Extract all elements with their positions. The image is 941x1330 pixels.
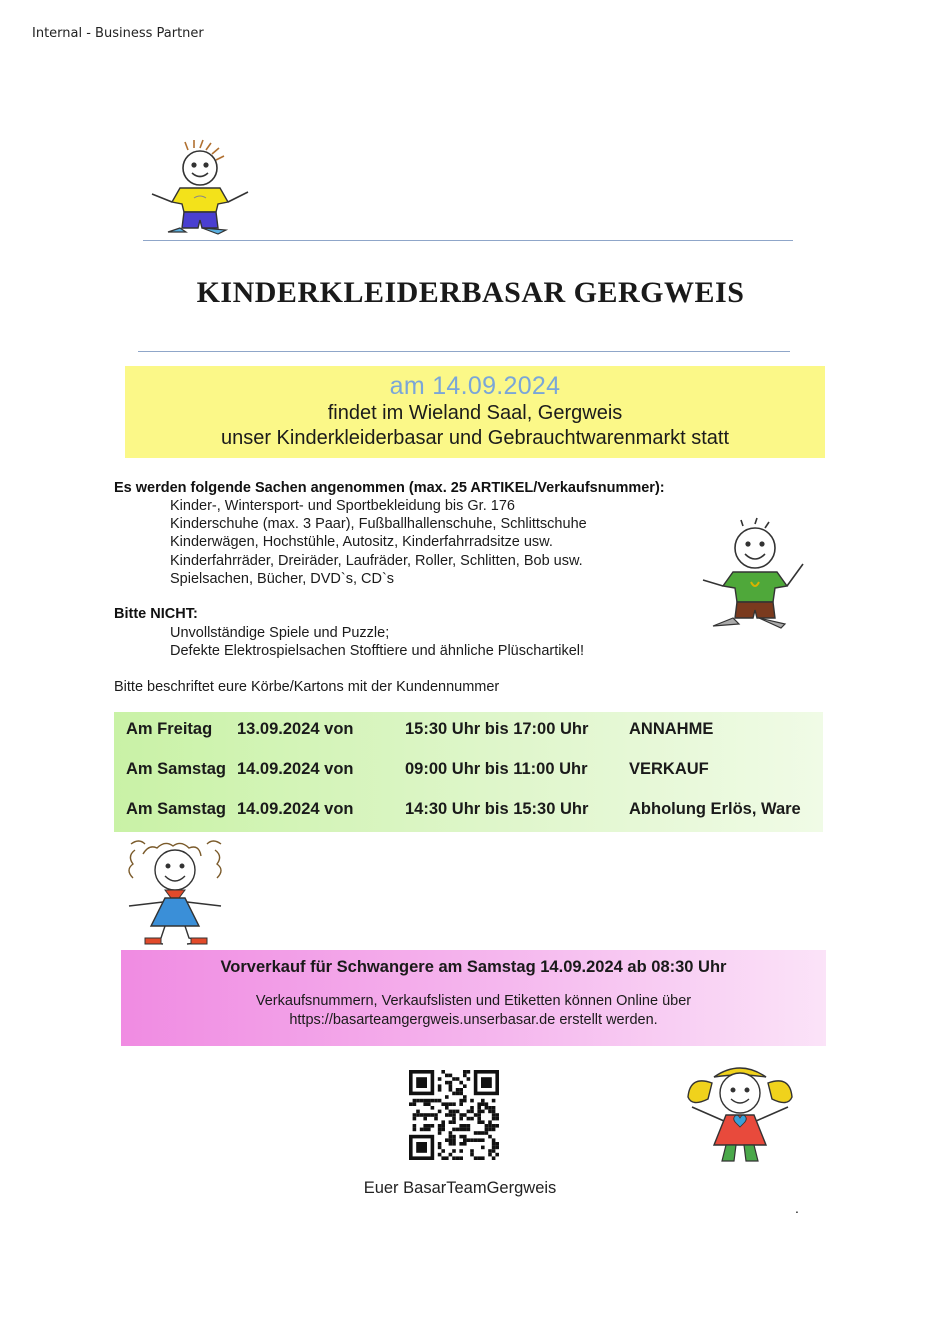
schedule-activity: ANNAHME [629,720,714,738]
title-rule [138,351,790,352]
trailing-mark: . [795,1200,799,1216]
schedule-day: Am Freitag [126,720,213,738]
schedule-time: 14:30 Uhr bis 15:30 Uhr [405,800,589,818]
classification-label: Internal - Business Partner [32,26,204,41]
schedule-date: 14.09.2024 von [237,760,354,778]
signature: Euer BasarTeamGergweis [363,1179,557,1197]
list-item: Kinder-, Wintersport- und Sportbekleidung bis Gr. 176 [170,498,515,514]
schedule-time: 15:30 Uhr bis 17:00 Uhr [405,720,589,738]
girl-red-dress-icon [670,1063,810,1168]
list-item: Kinderwägen, Hochstühle, Autositz, Kinderfahrradsitze usw. [170,534,553,551]
list-item: Spielsachen, Bücher, DVD`s, CD`s [170,570,395,587]
boy-green-shirt-icon [695,520,815,638]
schedule-activity: Abholung Erlös, Ware [629,800,801,818]
event-date: am 14.09.2024 [389,372,561,400]
schedule-activity: VERKAUF [629,760,709,778]
schedule-time: 09:00 Uhr bis 11:00 Uhr [405,760,588,778]
page-title: KINDERKLEIDERBASAR GERGWEIS [196,276,745,309]
event-date-box [125,366,825,458]
top-rule [143,240,793,241]
presale-info: Verkaufsnummern, Verkaufslisten und Etiketten können Online über [255,993,692,1009]
event-description: unser Kinderkleiderbasar und Gebrauchtwarenmarkt statt [220,427,730,449]
schedule-date: 14.09.2024 von [237,800,354,818]
schedule-box [114,712,823,832]
presale-url[interactable]: https://basarteamgergweis.unserbasar.de erstellt werden. [289,1012,658,1028]
girl-blue-dress-icon [115,840,240,948]
schedule-row [114,760,823,780]
list-item: Kinderschuhe (max. 3 Paar), Fußballhallenschuhe, Schlittschuhe [170,516,587,533]
schedule-row [114,720,823,740]
schedule-row [114,800,823,820]
presale-box [121,950,826,1046]
accepted-heading: Es werden folgende Sachen angenommen (max. 25 ARTIKEL/Verkaufsnummer): [114,480,665,496]
list-item: Unvollständige Spiele und Puzzle; [170,625,390,641]
schedule-date: 13.09.2024 von [237,720,354,738]
schedule-day: Am Samstag [126,800,226,818]
event-location: findet im Wieland Saal, Gergweis [327,402,623,424]
list-item: Defekte Elektrospielsachen Stofftiere und ähnliche Plüschartikel! [170,643,585,660]
list-item: Kinderfahrräder, Dreiräder, Laufräder, Roller, Schlitten, Bob usw. [170,552,583,569]
presale-title: Vorverkauf für Schwangere am Samstag 14.09.2024 ab 08:30 Uhr [220,958,727,976]
schedule-day: Am Samstag [126,760,226,778]
label-note: Bitte beschriftet eure Körbe/Kartons mit der Kundennummer [114,679,500,695]
qr-code-icon[interactable] [409,1070,505,1160]
not-accepted-heading: Bitte NICHT: [114,606,198,622]
boy-yellow-shirt-icon [140,140,260,238]
not-accepted-list [170,624,584,660]
accepted-list [170,497,587,588]
